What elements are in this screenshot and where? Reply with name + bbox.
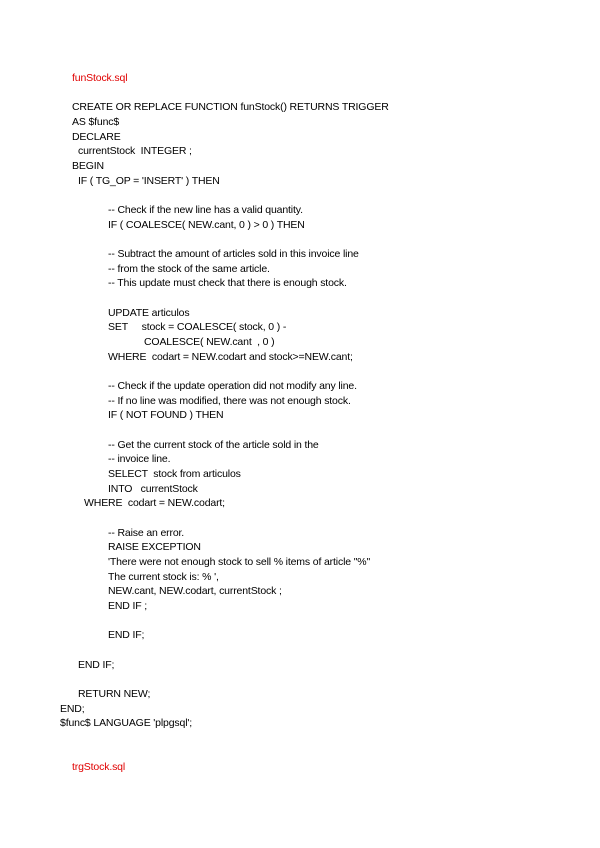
code-comment: -- Subtract the amount of articles sold in this invoice line bbox=[108, 248, 359, 260]
code-comment: -- Check if the update operation did not modify any line. bbox=[108, 380, 357, 392]
code-line: DECLARE bbox=[72, 131, 121, 143]
code-line: $func$ LANGUAGE 'plpgsql'; bbox=[60, 717, 193, 729]
code-line: AS $func$ bbox=[72, 116, 120, 128]
code-line: 'There were not enough stock to sell % items of article "%" bbox=[108, 556, 371, 568]
code-line: END IF ; bbox=[108, 600, 148, 612]
code-comment: -- If no line was modified, there was not enough stock. bbox=[108, 395, 351, 407]
code-line: The current stock is: % ', bbox=[108, 571, 219, 583]
code-line: END IF; bbox=[108, 629, 145, 641]
code-line: END IF; bbox=[78, 659, 115, 671]
code-comment: -- invoice line. bbox=[108, 453, 171, 465]
code-line: NEW.cant, NEW.codart, currentStock ; bbox=[108, 585, 282, 597]
code-line: SET stock = COALESCE( stock, 0 ) - bbox=[108, 321, 287, 333]
code-line: currentStock INTEGER ; bbox=[78, 145, 192, 157]
code-line: IF ( NOT FOUND ) THEN bbox=[108, 409, 224, 421]
code-comment: -- Check if the new line has a valid quantity. bbox=[108, 204, 303, 216]
code-line: RAISE EXCEPTION bbox=[108, 541, 201, 553]
code-line: WHERE codart = NEW.codart; bbox=[84, 497, 225, 509]
code-comment: -- Raise an error. bbox=[108, 527, 185, 539]
code-line: IF ( TG_OP = 'INSERT' ) THEN bbox=[78, 175, 220, 187]
code-comment: -- Get the current stock of the article sold in the bbox=[108, 439, 319, 451]
code-line: COALESCE( NEW.cant , 0 ) bbox=[144, 336, 275, 348]
code-line: END; bbox=[60, 703, 85, 715]
code-comment: -- from the stock of the same article. bbox=[108, 263, 270, 275]
code-line: WHERE codart = NEW.codart and stock>=NEW.cant; bbox=[108, 351, 353, 363]
code-line: INTO currentStock bbox=[108, 483, 198, 495]
code-line: BEGIN bbox=[72, 160, 104, 172]
code-line: SELECT stock from articulos bbox=[108, 468, 241, 480]
code-line: CREATE OR REPLACE FUNCTION funStock() RETURNS TRIGGER bbox=[72, 101, 389, 113]
code-line: UPDATE articulos bbox=[108, 307, 190, 319]
code-line: IF ( COALESCE( NEW.cant, 0 ) > 0 ) THEN bbox=[108, 219, 305, 231]
code-comment: -- This update must check that there is enough stock. bbox=[108, 277, 347, 289]
code-line: RETURN NEW; bbox=[78, 688, 151, 700]
section-heading-trgstock: trgStock.sql bbox=[72, 761, 126, 773]
section-heading-funstock: funStock.sql bbox=[72, 72, 128, 84]
